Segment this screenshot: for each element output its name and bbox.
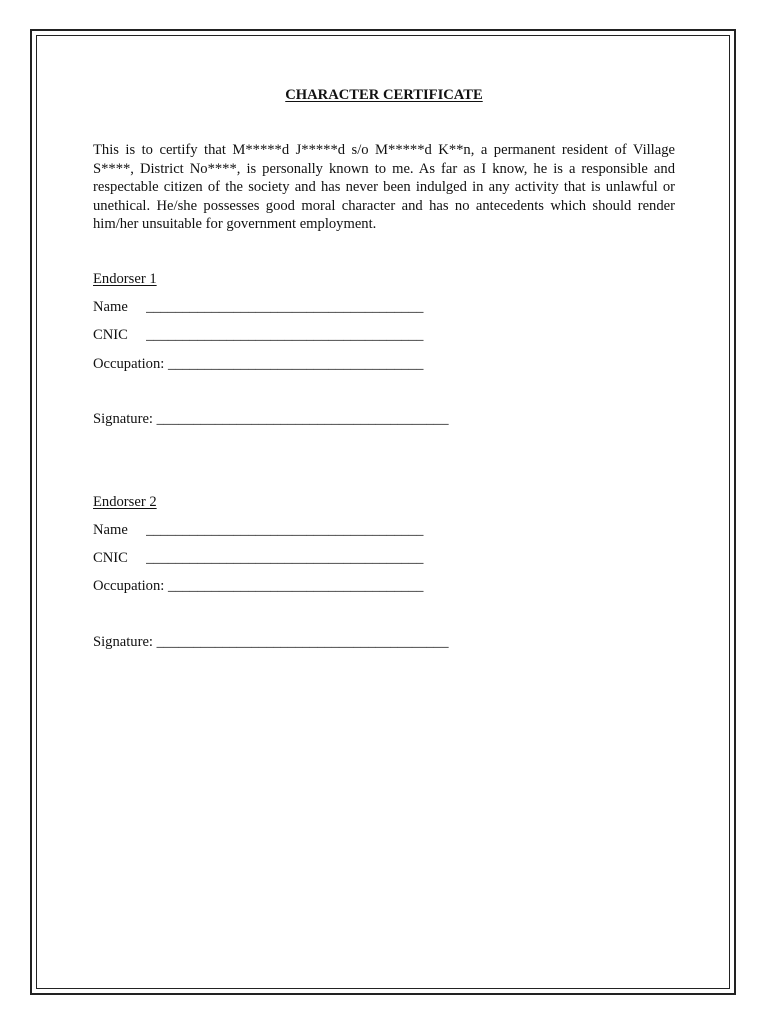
endorser-2-signature-field: Signature: ________________________________________ xyxy=(93,634,449,650)
certificate-title: CHARACTER CERTIFICATE xyxy=(285,87,483,103)
endorser-1-occupation-field: Occupation: ___________________________________ xyxy=(93,356,424,372)
endorser-1-name-field: Name ______________________________________ xyxy=(93,299,424,315)
endorser-2-cnic-field: CNIC ______________________________________ xyxy=(93,550,424,566)
certificate-body: This is to certify that M*****d J*****d s/o M*****d K**n, a permanent resident of Village S****, District No****, is personally known to me. As far as I know, he is a responsible and respectable citizen of the society and has never been indulged in any activity that is unlawful or unethical. He/she possesses good moral character and has no antecedents which should render him/her unsuitable for government employment. xyxy=(93,142,675,232)
endorser-1-heading: Endorser 1 xyxy=(93,271,157,287)
endorser-1-cnic-field: CNIC ______________________________________ xyxy=(93,327,424,343)
endorser-2-name-field: Name ______________________________________ xyxy=(93,522,424,538)
endorser-1-signature-field: Signature: ________________________________________ xyxy=(93,411,449,427)
endorser-2-occupation-field: Occupation: ___________________________________ xyxy=(93,578,424,594)
endorser-2-heading: Endorser 2 xyxy=(93,494,157,510)
